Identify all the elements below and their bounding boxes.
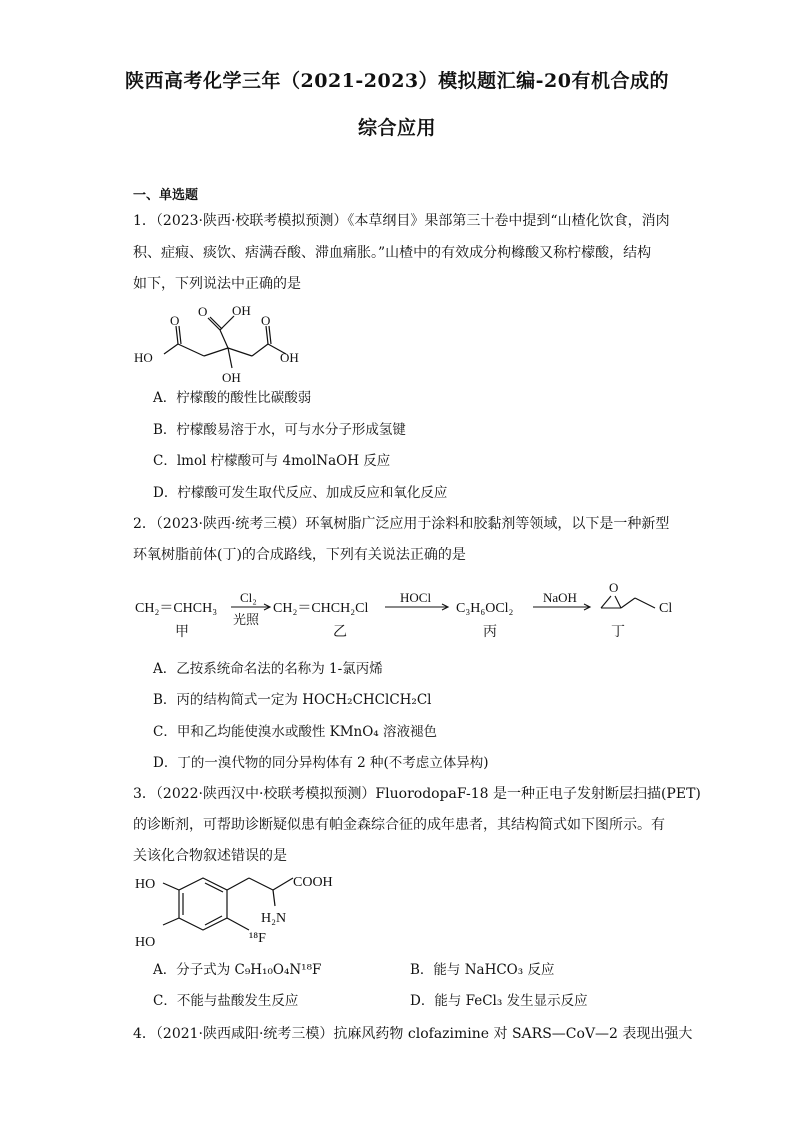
q3-option-d[interactable]: D．能与 FeCl₃ 发生显示反应	[410, 993, 588, 1009]
q2-text-line1: 2．（2023·陕西·统考三模）环氧树脂广泛应用于涂料和胶黏剂等领域，以下是一种新型	[133, 516, 670, 532]
struct-o-top: O	[198, 304, 208, 319]
scheme-name-3: 丙	[483, 625, 497, 640]
scheme-o-ring: O	[609, 580, 619, 595]
q3-text-line2: 的诊断剂，可帮助诊断疑似患有帕金森综合征的成年患者，其结构简式如下图所示。有	[133, 817, 665, 833]
q4-text-line1: 4．（2021·陕西咸阳·统考三模）抗麻风药物 clofazimine 对 SARS—CoV—2 表现出强大	[133, 1026, 693, 1042]
q1-option-d[interactable]: D．柠檬酸可发生取代反应、加成反应和氧化反应	[153, 485, 448, 501]
q1-option-b[interactable]: B．柠檬酸易溶于水，可与水分子形成氢键	[153, 422, 406, 438]
q1-text-line2: 积、症瘕、痰饮、痞满吞酸、滞血痛胀。”山楂中的有效成分枸橼酸又称柠檬酸，结构	[133, 245, 652, 261]
fluorodopa-structure	[133, 868, 373, 958]
q2-option-a[interactable]: A．乙按系统命名法的名称为 1-氯丙烯	[153, 661, 383, 677]
struct-oh-top: OH	[232, 303, 251, 318]
synthesis-scheme	[133, 582, 693, 644]
scheme-r1-bottom: 光照	[233, 612, 260, 627]
q2-option-d[interactable]: D．丁的一溴代物的同分异构体有 2 种(不考虑立体异构)	[153, 755, 489, 771]
doc-title-line2: 综合应用	[357, 117, 436, 139]
scheme-cl: Cl	[659, 601, 673, 616]
q2-option-c[interactable]: C．甲和乙均能使溴水或酸性 KMnO₄ 溶液褪色	[153, 724, 437, 740]
struct-ho-left: HO	[134, 350, 153, 365]
struct-ho-bottom: HO	[135, 935, 156, 950]
q1-text-line3: 如下，下列说法中正确的是	[133, 276, 301, 292]
scheme-s3: C₃H₆OCl₂	[456, 601, 514, 616]
q3-text-line3: 关该化合物叙述错误的是	[133, 848, 287, 864]
q3-option-b[interactable]: B．能与 NaHCO₃ 反应	[410, 962, 555, 978]
q1-option-c[interactable]: C．lmol 柠檬酸可与 4molNaOH 反应	[153, 453, 391, 469]
q2-text-line2: 环氧树脂前体(丁)的合成路线，下列有关说法正确的是	[133, 547, 466, 563]
q1-text-line1: 1．（2023·陕西·校联考模拟预测）《本草纲目》果部第三十卷中提到“山楂化饮食，消肉	[133, 213, 670, 229]
q3-text-line1: 3．（2022·陕西汉中·校联考模拟预测）FluorodopaF-18 是一种正电子发射断层扫描(PET)	[133, 786, 701, 802]
doc-title-line1: 陕西高考化学三年（2021-2023）模拟题汇编-20有机合成的	[125, 70, 669, 92]
scheme-r1-top: Cl₂	[240, 590, 257, 605]
q2-option-b[interactable]: B．丙的结构简式一定为 HOCH₂CHClCH₂Cl	[153, 692, 432, 708]
struct-h2n: H₂N	[261, 911, 287, 926]
struct-f18: ¹⁸F	[249, 931, 266, 946]
scheme-s1: CH₂＝CHCH₃	[135, 601, 218, 616]
struct-ho-top: HO	[135, 877, 156, 892]
struct-o-left: O	[170, 313, 180, 328]
section-heading: 一、单选题	[133, 188, 199, 203]
scheme-name-4: 丁	[611, 625, 625, 640]
scheme-r3: NaOH	[543, 590, 577, 605]
scheme-r2: HOCl	[400, 590, 432, 605]
scheme-s2: CH₂＝CHCH₂Cl	[273, 601, 369, 616]
struct-oh-bottom: OH	[222, 370, 241, 385]
struct-cooh: COOH	[293, 875, 333, 890]
scheme-name-1: 甲	[175, 625, 189, 640]
q3-option-a[interactable]: A．分子式为 C₉H₁₀O₄N¹⁸F	[153, 962, 322, 978]
struct-oh-right: OH	[280, 350, 299, 365]
citric-acid-structure	[128, 300, 318, 390]
q3-option-c[interactable]: C．不能与盐酸发生反应	[153, 993, 299, 1009]
q1-option-a[interactable]: A．柠檬酸的酸性比碳酸弱	[153, 390, 312, 406]
scheme-name-2: 乙	[333, 625, 347, 640]
struct-o-right: O	[261, 313, 271, 328]
